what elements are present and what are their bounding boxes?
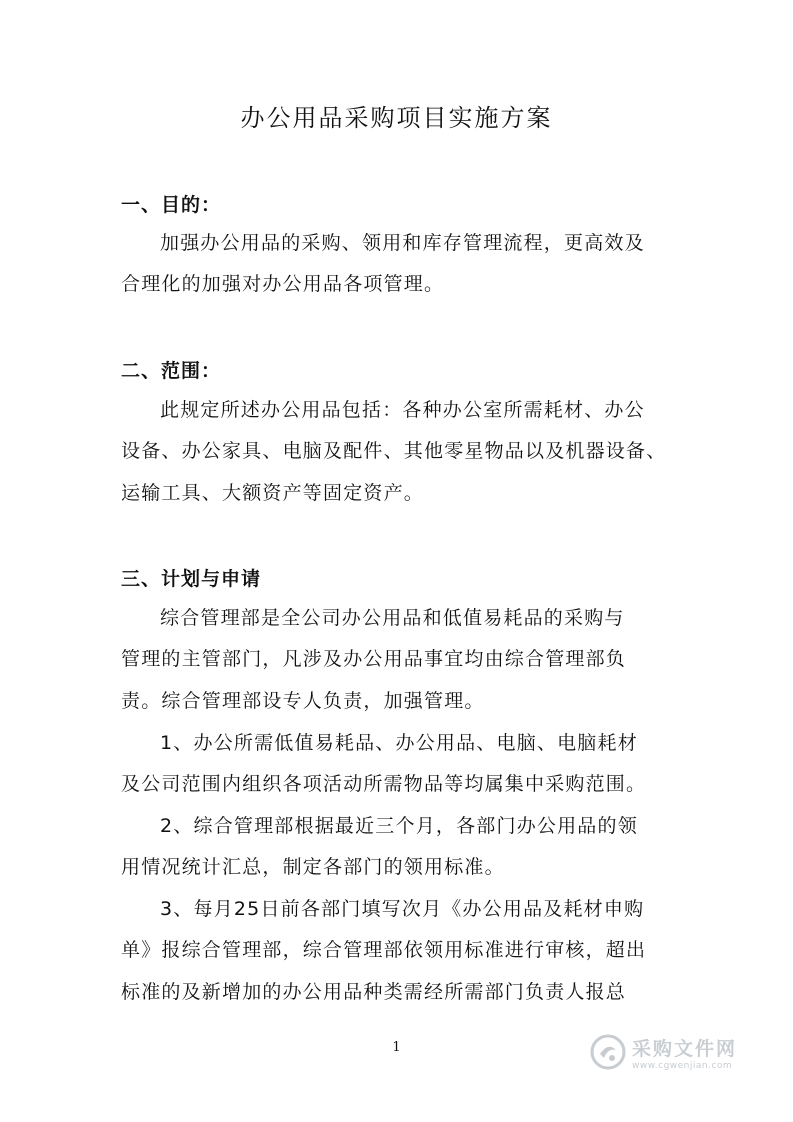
paragraph-line: 单》报综合管理部，综合管理部依领用标准进行审核，超出: [121, 939, 647, 961]
paragraph-line: 管理的主管部门，凡涉及办公用品事宜均由综合管理部负: [121, 648, 627, 670]
paragraph-line: 加强办公用品的采购、领用和库存管理流程，更高效及: [160, 232, 645, 254]
watermark: [590, 1030, 780, 1074]
section-heading-purpose: 一、目的：: [121, 194, 222, 216]
paragraph-line: 责。综合管理部设专人负责，加强管理。: [121, 690, 485, 712]
paragraph-line: 运输工具、大额资产等固定资产。: [121, 482, 425, 504]
paragraph-line: 及公司范围内组织各项活动所需物品等均属集中采购范围。: [121, 773, 647, 795]
document-title: 办公用品采购项目实施方案: [240, 104, 553, 132]
paragraph-line: 综合管理部是全公司办公用品和低值易耗品的采购与: [160, 607, 625, 629]
paragraph-line: 设备、办公家具、电脑及配件、其他零星物品以及机器设备、: [121, 440, 667, 462]
page-number: 1: [392, 1040, 401, 1055]
cgwenjian-logo-icon: [590, 1034, 626, 1070]
section-heading-scope: 二、范围：: [121, 360, 222, 382]
paragraph-line: 合理化的加强对办公用品各项管理。: [121, 273, 445, 295]
paragraph-line: 2、综合管理部根据最近三个月，各部门办公用品的领: [160, 815, 638, 837]
paragraph-line: 用情况统计汇总，制定各部门的领用标准。: [121, 856, 505, 878]
section-heading-plan: 三、计划与申请: [121, 568, 262, 590]
watermark-name: 采购文件网: [632, 1037, 738, 1060]
paragraph-line: 1、办公所需低值易耗品、办公用品、电脑、电脑耗材: [160, 732, 638, 754]
paragraph-line: 标准的及新增加的办公用品种类需经所需部门负责人报总: [121, 981, 627, 1003]
watermark-url: www.cgwenjian.com: [632, 1060, 733, 1071]
paragraph-line: 3、每月25日前各部门填写次月《办公用品及耗材申购: [160, 898, 645, 920]
paragraph-line: 此规定所述办公用品包括：各种办公室所需耗材、办公: [160, 399, 645, 421]
